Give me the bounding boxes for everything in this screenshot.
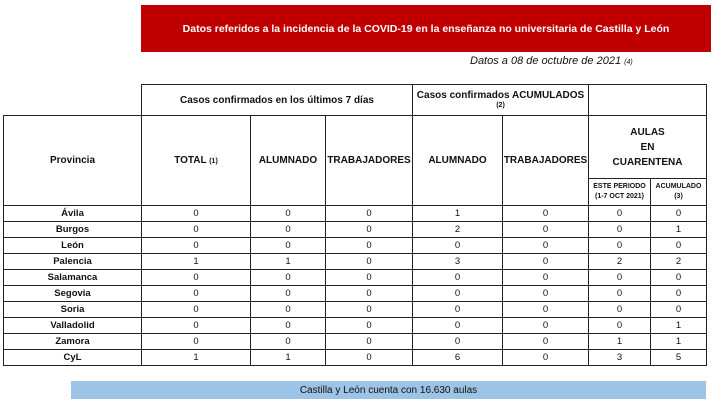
col-header-acumulado — [651, 179, 707, 206]
col-header-provincia — [4, 116, 142, 206]
cell-provincia: Burgos — [4, 222, 142, 238]
cell-alumnado-acc: 2 — [413, 222, 503, 238]
col-header-acumulado-label: ACUMULADO — [655, 183, 702, 190]
cell-alumnado-7d: 0 — [251, 334, 326, 350]
cell-trabajadores-7d: 0 — [326, 270, 413, 286]
page-title: Datos referidos a la incidencia de la COVID-19 en la enseñanza no universitaria de Castilla y León — [182, 22, 670, 35]
group-header-last7 — [142, 85, 413, 116]
col-header-total-label: TOTAL — [174, 155, 207, 166]
table-row — [4, 206, 707, 222]
table-body — [4, 206, 707, 366]
col-header-alumnado-7d — [251, 116, 326, 206]
table-row — [4, 270, 707, 286]
cell-alumnado-7d: 0 — [251, 206, 326, 222]
table-row — [4, 238, 707, 254]
col-header-alumnado-acc — [413, 116, 503, 206]
cell-aulas-acumulado: 1 — [651, 334, 707, 350]
cell-trabajadores-acc: 0 — [503, 286, 589, 302]
cell-alumnado-acc: 1 — [413, 206, 503, 222]
aulas-line-2: EN — [640, 141, 655, 153]
cell-alumnado-acc: 6 — [413, 350, 503, 366]
table-row — [4, 302, 707, 318]
cell-alumnado-acc: 0 — [413, 302, 503, 318]
footer-text: Castilla y León cuenta con 16.630 aulas — [299, 384, 478, 396]
cell-provincia: Soria — [4, 302, 142, 318]
group-header-accumulated — [413, 85, 589, 116]
cell-alumnado-7d: 0 — [251, 238, 326, 254]
aulas-line-3: CUARENTENA — [612, 156, 683, 168]
cell-total: 0 — [142, 334, 251, 350]
cell-aulas-acumulado: 0 — [651, 206, 707, 222]
col-header-total-note: (1) — [209, 158, 218, 165]
cell-alumnado-7d: 0 — [251, 222, 326, 238]
aulas-line-1: AULAS — [630, 126, 665, 138]
col-header-provincia-label: Provincia — [49, 155, 96, 166]
cell-aulas-periodo: 0 — [589, 222, 651, 238]
col-header-alumnado-acc-label: ALUMNADO — [428, 155, 487, 166]
cell-aulas-acumulado: 0 — [651, 286, 707, 302]
table-row — [4, 334, 707, 350]
cell-provincia: Segovia — [4, 286, 142, 302]
col-header-trabajadores-acc — [503, 116, 589, 206]
cell-aulas-periodo: 0 — [589, 238, 651, 254]
cell-trabajadores-acc: 0 — [503, 334, 589, 350]
cell-trabajadores-acc: 0 — [503, 206, 589, 222]
cell-trabajadores-7d: 0 — [326, 286, 413, 302]
cell-provincia: Salamanca — [4, 270, 142, 286]
cell-alumnado-acc: 3 — [413, 254, 503, 270]
cell-total: 0 — [142, 238, 251, 254]
cell-total: 0 — [142, 318, 251, 334]
col-header-aulas-cuarentena — [589, 116, 707, 179]
cell-trabajadores-acc: 0 — [503, 350, 589, 366]
cell-aulas-periodo: 3 — [589, 350, 651, 366]
cell-alumnado-7d: 0 — [251, 302, 326, 318]
cell-trabajadores-7d: 0 — [326, 318, 413, 334]
table-row-total — [4, 350, 707, 366]
cell-alumnado-acc: 0 — [413, 334, 503, 350]
cell-alumnado-7d: 1 — [251, 350, 326, 366]
cell-total: 0 — [142, 222, 251, 238]
cell-total: 1 — [142, 254, 251, 270]
cell-aulas-acumulado: 2 — [651, 254, 707, 270]
cell-alumnado-7d: 0 — [251, 286, 326, 302]
cell-provincia: León — [4, 238, 142, 254]
cell-aulas-acumulado: 0 — [651, 270, 707, 286]
cell-total: 0 — [142, 302, 251, 318]
table-row — [4, 318, 707, 334]
corner-blank — [4, 85, 142, 116]
cell-alumnado-7d: 1 — [251, 254, 326, 270]
cell-trabajadores-acc: 0 — [503, 302, 589, 318]
cell-trabajadores-acc: 0 — [503, 238, 589, 254]
cell-alumnado-acc: 0 — [413, 270, 503, 286]
col-header-trabajadores-7d — [326, 116, 413, 206]
col-header-acumulado-note: (3) — [674, 193, 683, 200]
footer-band — [71, 381, 706, 399]
col-header-total — [142, 116, 251, 206]
cell-provincia: Zamora — [4, 334, 142, 350]
cell-aulas-acumulado: 5 — [651, 350, 707, 366]
cell-total: 0 — [142, 286, 251, 302]
col-header-alumnado-7d-label: ALUMNADO — [258, 155, 318, 166]
cell-provincia: Ávila — [4, 206, 142, 222]
cell-aulas-periodo: 0 — [589, 206, 651, 222]
group-header-accumulated-note: (2) — [496, 102, 505, 109]
data-date-footnote: (4) — [624, 59, 633, 66]
cell-trabajadores-7d: 0 — [326, 302, 413, 318]
cell-aulas-periodo: 0 — [589, 270, 651, 286]
cell-aulas-acumulado: 1 — [651, 222, 707, 238]
col-header-este-periodo — [589, 179, 651, 206]
cell-aulas-periodo: 2 — [589, 254, 651, 270]
col-header-trabajadores-7d-label: TRABAJADORES — [327, 155, 411, 166]
title-banner — [141, 5, 711, 52]
cell-total: 1 — [142, 350, 251, 366]
cell-trabajadores-acc: 0 — [503, 222, 589, 238]
data-date — [470, 55, 710, 67]
cell-alumnado-acc: 0 — [413, 286, 503, 302]
col-header-trabajadores-acc-label: TRABAJADORES — [503, 155, 588, 166]
cell-trabajadores-acc: 0 — [503, 318, 589, 334]
cell-trabajadores-7d: 0 — [326, 334, 413, 350]
cell-trabajadores-acc: 0 — [503, 254, 589, 270]
cell-trabajadores-acc: 0 — [503, 270, 589, 286]
cell-provincia: Palencia — [4, 254, 142, 270]
cell-trabajadores-7d: 0 — [326, 350, 413, 366]
cell-provincia: CyL — [4, 350, 142, 366]
cell-trabajadores-7d: 0 — [326, 222, 413, 238]
table-row — [4, 286, 707, 302]
cell-aulas-acumulado: 0 — [651, 238, 707, 254]
cell-total: 0 — [142, 270, 251, 286]
group-header-accumulated-label: Casos confirmados ACUMULADOS — [416, 90, 585, 101]
cell-alumnado-7d: 0 — [251, 318, 326, 334]
cell-aulas-acumulado: 0 — [651, 302, 707, 318]
group-header-aulas-blank — [589, 85, 707, 116]
data-date-label: Datos a 08 de octubre de 2021 — [470, 55, 622, 67]
cell-total: 0 — [142, 206, 251, 222]
cell-aulas-periodo: 0 — [589, 318, 651, 334]
col-header-este-periodo-label: ESTE PERIODO (1-7 OCT 2021) — [593, 183, 646, 200]
cell-trabajadores-7d: 0 — [326, 206, 413, 222]
cell-alumnado-acc: 0 — [413, 318, 503, 334]
covid-education-table — [3, 84, 707, 366]
cell-trabajadores-7d: 0 — [326, 254, 413, 270]
cell-trabajadores-7d: 0 — [326, 238, 413, 254]
cell-alumnado-7d: 0 — [251, 270, 326, 286]
cell-alumnado-acc: 0 — [413, 238, 503, 254]
cell-provincia: Valladolid — [4, 318, 142, 334]
cell-aulas-periodo: 0 — [589, 286, 651, 302]
cell-aulas-periodo: 1 — [589, 334, 651, 350]
cell-aulas-acumulado: 1 — [651, 318, 707, 334]
group-header-last7-label: Casos confirmados en los últimos 7 días — [180, 94, 374, 106]
cell-aulas-periodo: 0 — [589, 302, 651, 318]
table-row — [4, 254, 707, 270]
table-row — [4, 222, 707, 238]
